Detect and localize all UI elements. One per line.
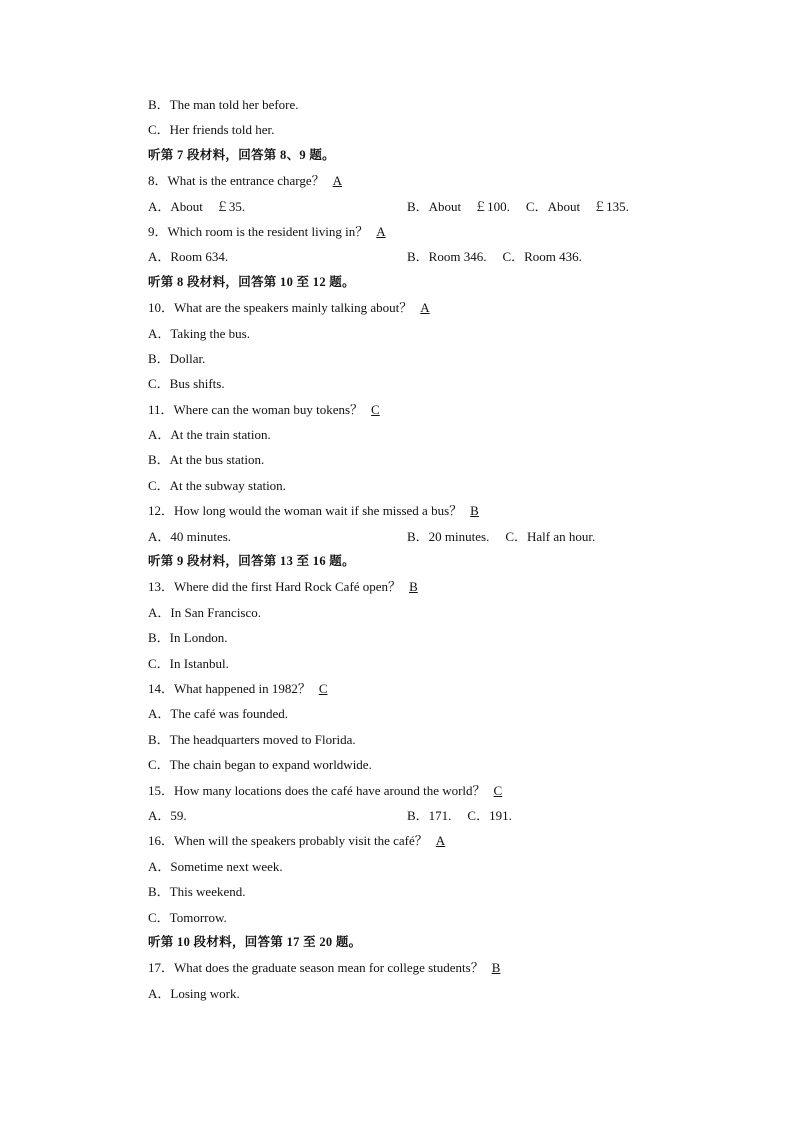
- option-a: A．Room 634.: [148, 249, 229, 265]
- option-c: C．About ￡135.: [525, 198, 629, 214]
- options-right-group: [407, 244, 582, 269]
- question-line: [148, 574, 668, 599]
- option-a: A．59.: [148, 807, 187, 823]
- question-text: 11．Where can the woman buy tokens？: [148, 401, 364, 417]
- question-line: [148, 168, 668, 193]
- option-line: C．At the subway station.: [148, 477, 286, 493]
- question-text: 10．What are the speakers mainly talking about？: [148, 300, 413, 316]
- answer-blank: A: [420, 300, 430, 316]
- question-text: 9．Which room is the resident living in？: [148, 223, 369, 239]
- option-line: B．At the bus station.: [148, 452, 265, 468]
- option-line: B．In London.: [148, 630, 228, 646]
- option-b: B．171.: [407, 807, 452, 823]
- option-line: B．This weekend.: [148, 884, 246, 900]
- question-text: 15．How many locations does the café have around the world？: [148, 782, 486, 798]
- option-line: A．In San Francisco.: [148, 604, 262, 620]
- question-text: 8．What is the entrance charge？: [148, 173, 325, 189]
- options-right-group: [407, 524, 595, 549]
- options-row: [148, 194, 668, 219]
- option-b: B．About ￡100.: [407, 198, 510, 214]
- options-right-group: [407, 194, 629, 219]
- options-right-group: [407, 803, 512, 828]
- question-line: [148, 955, 668, 980]
- option-a: A．About ￡35.: [148, 198, 246, 214]
- option-line: C．Her friends told her.: [148, 122, 275, 138]
- section-heading: 听第 8 段材料，回答第 10 至 12 题。: [148, 274, 355, 289]
- option-line: B．The man told her before.: [148, 97, 299, 112]
- question-line: [148, 828, 668, 853]
- option-line: C．Tomorrow.: [148, 909, 227, 925]
- answer-blank: B: [409, 579, 418, 595]
- question-text: 14．What happened in 1982？: [148, 680, 311, 696]
- answer-blank: A: [332, 173, 343, 189]
- option-line: B．The headquarters moved to Florida.: [148, 731, 356, 747]
- question-text: 12．How long would the woman wait if she missed a bus？: [148, 503, 463, 519]
- answer-blank: C: [371, 401, 380, 417]
- option-line: A．Taking the bus.: [148, 325, 250, 341]
- option-line: A．At the train station.: [148, 427, 271, 443]
- option-line: A．The café was founded.: [148, 706, 289, 722]
- document-page: [148, 92, 668, 1006]
- section-heading: 听第 7 段材料，回答第 8、9 题。: [148, 147, 335, 162]
- option-line: B．Dollar.: [148, 350, 206, 366]
- option-line: C．The chain began to expand worldwide.: [148, 757, 372, 773]
- question-line: [148, 295, 668, 320]
- option-b: B．Room 346.: [407, 249, 487, 265]
- answer-blank: B: [470, 503, 479, 519]
- option-line: C．In Istanbul.: [148, 655, 229, 671]
- options-row: [148, 524, 668, 549]
- option-c: C．Half an hour.: [505, 528, 596, 544]
- option-line: C．Bus shifts.: [148, 376, 225, 392]
- question-text: 13．Where did the first Hard Rock Café open？: [148, 579, 402, 595]
- question-text: 17．What does the graduate season mean for college students？: [148, 960, 484, 976]
- question-line: [148, 676, 668, 701]
- question-line: [148, 397, 668, 422]
- question-line: [148, 778, 668, 803]
- answer-blank: C: [493, 782, 503, 798]
- options-row: [148, 244, 668, 269]
- option-a: A．40 minutes.: [148, 528, 232, 544]
- answer-blank: B: [491, 960, 501, 976]
- option-line: A．Losing work.: [148, 985, 240, 1001]
- answer-blank: A: [376, 223, 386, 239]
- question-line: [148, 219, 668, 244]
- question-text: 16．When will the speakers probably visit the café？: [148, 833, 428, 849]
- options-row: [148, 803, 668, 828]
- question-line: [148, 498, 668, 523]
- answer-blank: A: [435, 833, 446, 849]
- option-c: C．191.: [467, 807, 512, 823]
- answer-blank: C: [318, 680, 328, 696]
- option-line: A．Sometime next week.: [148, 858, 283, 874]
- section-heading: 听第 9 段材料，回答第 13 至 16 题。: [148, 554, 355, 569]
- option-c: C．Room 436.: [502, 249, 582, 265]
- section-heading: 听第 10 段材料，回答第 17 至 20 题。: [148, 934, 362, 949]
- option-b: B．20 minutes.: [407, 528, 490, 544]
